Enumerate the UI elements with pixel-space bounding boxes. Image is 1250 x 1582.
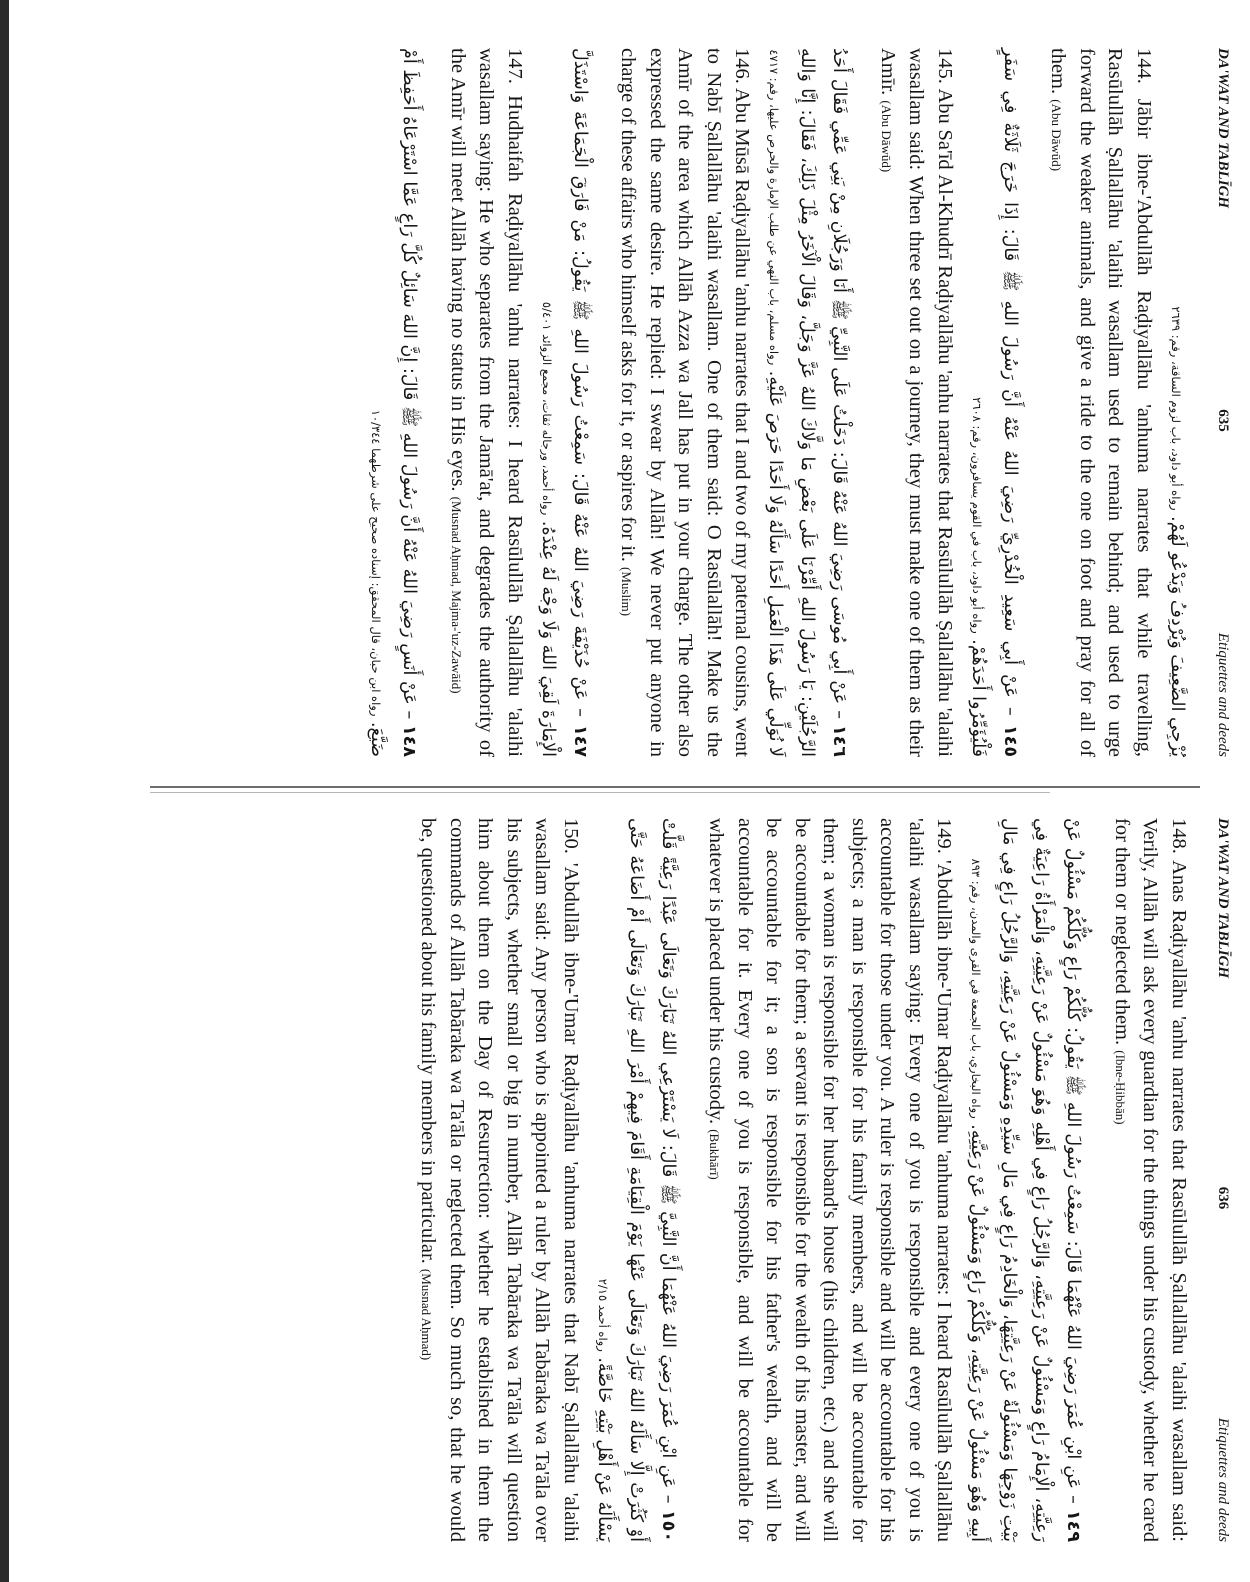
arabic-reference: رواه البخاري، باب الجمعة في القرى والمدن، رقم: ٨٩٣ bbox=[969, 858, 984, 1119]
source-citation: (Abu Dāwūd) bbox=[1049, 99, 1065, 172]
hadith-number: ١٤٩ bbox=[1063, 1509, 1084, 1542]
section-title: Etiquettes and deeds bbox=[1215, 1417, 1231, 1542]
translation-text: 147. Hudhaifah Raḍiyallāhu 'anhu narrates: I heard Rasūlullāh Ṣallallāhu 'alaihi wasallam saying: He who separates from the Jamā'at, and degrades the authority of the Amīr will meet Allāh having no status in His eyes. bbox=[447, 48, 526, 757]
page-number: 636 bbox=[1215, 1186, 1231, 1210]
source-citation: (Bukhārī) bbox=[707, 1129, 723, 1180]
arabic-reference: رواه مسلم، باب النهي عن طلب الإمارة والحرص عليها، رقم: ٤٧١٧ bbox=[767, 49, 782, 366]
right-page-body bbox=[130, 800, 1245, 1560]
translation-text: 144. Jābir ibne-'Abdullāh Raḍiyallāhu 'anhuma narrates that while travelling, Rasūlullāh Ṣallallāhu 'alaihi wasallam used to remain behind; and used to urge forward the weaker animals, and give a ride to the one on foot and pray for all of them. bbox=[1047, 48, 1155, 757]
arabic-text: يُزْجِي الضَّعِيفَ وَيُرْدِفُ وَيَدْعُو لَهُمْ. bbox=[1167, 516, 1187, 757]
book-binding-edge bbox=[0, 0, 9, 1582]
arabic-reference: رواه أحمد، ورجاله ثقات، مجمع الزوائد ٥/٤٠١ bbox=[540, 301, 554, 516]
hadith-number: ١٤٥ bbox=[1000, 724, 1020, 757]
translation-text: 150. 'Abdullāh ibne-'Umar Raḍiyallāhu 'anhuma narrates that Nabī Ṣallallāhu 'alaihi wasallam said: Any person who is appointed a ruler by Allāh Tabāraka wa Ta'āla over his subjects, whether small or big in number, Allāh Tabāraka wa Ta'āla will question him about them on the Day of Resurrection: whether he established in them the commands of Allāh Tabāraka wa Ta'āla or neglected them. So much so, that he would be, questioned about his family members in particular. bbox=[417, 818, 582, 1542]
page-fold-line bbox=[150, 786, 1200, 788]
running-title: DA'WAT AND TABLĪGH bbox=[1215, 48, 1231, 209]
translation-text: 148. Anas Raḍiyallāhu 'anhu narrates that Rasūlullāh Ṣallallāhu 'alaihi wasallam said: Verily, Allāh will ask every guardian for the things under his custody, whether he cared for them or neglected them. bbox=[1111, 818, 1190, 1542]
arabic-text: عَنْ أَبِي مُوسَى رَضِيَ اللهُ عَنْهُ قَالَ: دَخَلْتُ عَلَى النَّبِيِّ ﷺ أَنَا وَرَجُلَانِ مِنْ بَنِي عَمِّي فَقَالَ أَحَدُ الرَّجُلَيْنِ: يَا رَسُولَ اللهِ أَمِّرْنَا عَلَى بَعْضِ مَا وَلَّاكَ اللهُ عَزَّ وَجَلَّ، وَقَالَ الْآخَرُ مِثْلَ ذَلِكَ، فَقَالَ: إِنَّا وَاللهِ لَا نُوَلِّي عَلَى هَذَا الْعَمَلِ أَحَدًا سَأَلَهُ وَلَا أَحَدًا حَرَصَ عَلَيْهِ. bbox=[765, 48, 850, 757]
hadith-number: ١٤٨ bbox=[399, 724, 420, 757]
arabic-hadith-text: ١٤٩ – عَنِ ابْنِ عُمَرَ رَضِيَ اللهُ عَنْهُمَا قَالَ: سَمِعْتُ رَسُولَ اللهِ ﷺ يَقُولُ: كُلُّكُمْ رَاعٍ وَكُلُّكُمْ مَسْئُولٌ عَنْ رَعِيَّتِهِ، الْإِمَامُ رَاعٍ وَمَسْئُولٌ عَنْ رَعِيَّتِهِ، وَالرَّجُلُ رَاعٍ فِي أَهْلِهِ وَهُوَ مَسْئُولٌ عَنْ رَعِيَّتِهِ، وَالْمَرْأَةُ رَاعِيَةٌ فِي بَيْتِ زَوْجِهَا وَمَسْئُولَةٌ عَنْ رَعِيَّتِهَا، وَالْخَادِمُ رَاعٍ فِي مَالِ سَيِّدِهِ وَمَسْئُولٌ عَنْ رَعِيَّتِهِ، وَالرَّجُلُ رَاعٍ فِي مَالِ أَبِيهِ وَهُوَ مَسْئُولٌ عَنْ رَعِيَّتِهِ، وَكُلُّكُمْ رَاعٍ وَمَسْئُولٌ عَنْ رَعِيَّتِهِ. رواه البخاري، باب الجمعة في القرى والمدن، رقم: ٨٩٣ bbox=[967, 818, 1084, 1542]
arabic-hadith-text bbox=[1160, 48, 1193, 757]
english-translation bbox=[700, 818, 959, 1542]
right-page-text bbox=[412, 818, 1193, 1542]
english-translation bbox=[872, 48, 960, 757]
english-translation bbox=[412, 818, 585, 1542]
arabic-text: عَنِ ابْنِ عُمَرَ رَضِيَ اللهُ عَنْهُمَا قَالَ: سَمِعْتُ رَسُولَ اللهِ ﷺ يَقُولُ: كُلُّكُمْ رَاعٍ وَكُلُّكُمْ مَسْئُولٌ عَنْ رَعِيَّتِهِ، الْإِمَامُ رَاعٍ وَمَسْئُولٌ عَنْ رَعِيَّتِهِ، وَالرَّجُلُ رَاعٍ فِي أَهْلِهِ وَهُوَ مَسْئُولٌ عَنْ رَعِيَّتِهِ، وَالْمَرْأَةُ رَاعِيَةٌ فِي بَيْتِ زَوْجِهَا وَمَسْئُولَةٌ عَنْ رَعِيَّتِهَا، وَالْخَادِمُ رَاعٍ فِي مَالِ سَيِّدِهِ وَمَسْئُولٌ عَنْ رَعِيَّتِهِ، وَالرَّجُلُ رَاعٍ فِي مَالِ أَبِيهِ وَهُوَ مَسْئُولٌ عَنْ رَعِيَّتِهِ، وَكُلُّكُمْ رَاعٍ وَمَسْئُولٌ عَنْ رَعِيَّتِهِ. bbox=[967, 818, 1084, 1542]
hadith-number: ١٥٠ bbox=[658, 1509, 678, 1542]
arabic-hadith-text: ١٥٠ – عَنِ ابْنِ عُمَرَ رَضِيَ اللهُ عَنْهُمَا أَنَّ النَّبِيَّ ﷺ قَالَ: لَا يَسْتَرْعِي اللهُ تَبَارَكَ وَتَعَالَى عَبْدًا رَعِيَّةً قَلَّتْ أَوْ كَثُرَتْ إِلَّا سَأَلَهُ اللهُ تَبَارَكَ وَتَعَالَى عَنْهَا يَوْمَ الْقِيَامَةِ أَقَامَ فِيهِمْ أَمْرَ اللهِ تَبَارَكَ وَتَعَالَى أَمْ أَضَاعَهُ حَتَّى يَسْأَلَهُ عَنْ أَهْلِ بَيْتِهِ خَاصَّةً. رواه أحمد ٢/١٥ bbox=[594, 818, 678, 1542]
left-page-body bbox=[130, 30, 1245, 775]
left-page-text bbox=[361, 48, 1194, 757]
arabic-reference: رواه أبو داود، باب في القوم يسافرون، رقم: ٢٦٠٨ bbox=[970, 397, 984, 634]
english-translation bbox=[1106, 818, 1194, 1542]
arabic-hadith-text: ١٤٨ – عَنْ أَنَسٍ رَضِيَ اللهُ عَنْهُ أَنَّ رَسُولَ اللهِ ﷺ قَالَ: إِنَّ اللهَ سَائِلٌ كُلَّ رَاعٍ عَمَّا اسْتَرْعَاهُ أَحَفِظَ أَمْ ضَيَّعَ. رواه ابن حبان، قال المحقق: إسناده صحيح على شرطهما ١٠/٣٤٤ bbox=[367, 48, 420, 757]
english-translation bbox=[1042, 48, 1158, 757]
hadith-number: ١٤٧ bbox=[570, 724, 590, 757]
translation-text: 146. Abu Mūsā Raḍiyallāhu 'anhu narrates that I and two of my paternal cousins, went to Nabī Ṣallallāhu 'alaihi wasallam. One of them said: O Rasūlallāh! Make us the Amīr of the area which Allāh Azza wa Jall has put in your charge. The other also expressed the same desire. He replied: I swear by Allāh! We never put anyone in charge of these affairs who himself asks for it, or aspires for it. bbox=[617, 48, 754, 757]
translation-text: 149. 'Abdullāh ibne-'Umar Raḍiyallāhu 'anhuma narrates: I heard Rasūlullāh Ṣallallāhu 'alaihi wasallam saying: Every one of you is responsible and every one of you is accountable for those under you. A ruler is responsible and will be accountable for his subjects; a man is responsible for his family members, and will be accountable for them; a woman is responsible for her husband's house (his children, etc.) and she will be accountable for them; a servant is responsible for the wealth of his master, and will be accountable for it; a son is responsible for his father's wealth, and will be accountable for it. Every one of you is responsible, and will be accountable for whatever is placed under his custody. bbox=[705, 818, 956, 1542]
english-translation bbox=[442, 48, 530, 757]
translation-text: 145. Abu Sa'īd Al-Khudrī Raḍiyallāhu 'anhu narrates that Rasūlullāh Ṣallallāhu 'alaihi wasallam said: When three set out on a journey, they must make one of them as their Amīr. bbox=[877, 48, 956, 757]
running-header bbox=[1209, 818, 1231, 1542]
arabic-text: عَنْ أَبِي سَعِيدِ الْخُدْرِيِّ رَضِيَ اللهُ عَنْهُ أَنَّ رَسُولَ اللهِ ﷺ قَالَ: إِذَا خَرَجَ ثَلَاثَةٌ فِي سَفَرٍ فَلْيُؤَمِّرُوا أَحَدَهُمْ. bbox=[968, 48, 1020, 757]
section-title: Etiquettes and deeds bbox=[1215, 632, 1231, 757]
right-page bbox=[130, 800, 1245, 1560]
source-citation: (Musnad Aḥmad) bbox=[419, 1268, 435, 1361]
english-translation bbox=[612, 48, 757, 757]
arabic-hadith-text: ١٤٦ – عَنْ أَبِي مُوسَى رَضِيَ اللهُ عَنْهُ قَالَ: دَخَلْتُ عَلَى النَّبِيِّ ﷺ أَنَا وَرَجُلَانِ مِنْ بَنِي عَمِّي فَقَالَ أَحَدُ الرَّجُلَيْنِ: يَا رَسُولَ اللهِ أَمِّرْنَا عَلَى بَعْضِ مَا وَلَّاكَ اللهُ عَزَّ وَجَلَّ، وَقَالَ الْآخَرُ مِثْلَ ذَلِكَ، فَقَالَ: إِنَّا وَاللهِ لَا نُوَلِّي عَلَى هَذَا الْعَمَلِ أَحَدًا سَأَلَهُ وَلَا أَحَدًا حَرَصَ عَلَيْهِ. رواه مسلم، باب النهي عن طلب الإمارة والحرص عليها، رقم: ٤٧١٧ bbox=[765, 48, 850, 757]
page-fold-shadow bbox=[150, 792, 1050, 793]
source-citation: (Musnad Aḥmad, Majma-'uz-Zawāid) bbox=[449, 496, 464, 694]
arabic-text: عَنْ أَنَسٍ رَضِيَ اللهُ عَنْهُ أَنَّ رَسُولَ اللهِ ﷺ قَالَ: إِنَّ اللهَ سَائِلٌ كُلَّ رَاعٍ عَمَّا اسْتَرْعَاهُ أَحَفِظَ أَمْ ضَيَّعَ. bbox=[367, 48, 420, 757]
source-citation: (Abu Dāwūd) bbox=[879, 100, 894, 173]
source-citation: (Muslim) bbox=[619, 567, 635, 617]
running-title: DA'WAT AND TABLĪGH bbox=[1215, 818, 1231, 979]
source-citation: (Ibne-Ḥibbān) bbox=[1113, 1050, 1128, 1125]
arabic-reference: رواه أحمد ٢/١٥ bbox=[596, 1278, 610, 1352]
arabic-reference: رواه أبو داود، باب لزوم الساقة، رقم: ٢٦٣٩ bbox=[1169, 306, 1183, 511]
hadith-number: ١٤٦ bbox=[829, 724, 850, 757]
running-header bbox=[1209, 48, 1231, 757]
arabic-text: عَنِ ابْنِ عُمَرَ رَضِيَ اللهُ عَنْهُمَا أَنَّ النَّبِيَّ ﷺ قَالَ: لَا يَسْتَرْعِي اللهُ تَبَارَكَ وَتَعَالَى عَبْدًا رَعِيَّةً قَلَّتْ أَوْ كَثُرَتْ إِلَّا سَأَلَهُ اللهُ تَبَارَكَ وَتَعَالَى عَنْهَا يَوْمَ الْقِيَامَةِ أَقَامَ فِيهِمْ أَمْرَ اللهِ تَبَارَكَ وَتَعَالَى أَمْ أَضَاعَهُ حَتَّى يَسْأَلَهُ عَنْ أَهْلِ بَيْتِهِ خَاصَّةً. bbox=[594, 818, 678, 1542]
arabic-text: عَنْ حُذَيْفَةَ رَضِيَ اللهُ عَنْهُ قَالَ: سَمِعْتُ رَسُولَ اللهِ ﷺ يَقُولُ: مَنْ فَارَقَ الْجَمَاعَةَ وَاسْتَذَلَّ الْإِمَارَةَ لَقِيَ اللهَ وَلَا وَجْهَ لَهُ عِنْدَهُ. bbox=[538, 48, 590, 757]
page-number: 635 bbox=[1215, 409, 1231, 432]
arabic-reference: رواه ابن حبان، قال المحقق: إسناده صحيح على شرطهما ١٠/٣٤٤ bbox=[369, 409, 384, 717]
left-page bbox=[130, 30, 1245, 775]
arabic-hadith-text: ١٤٧ – عَنْ حُذَيْفَةَ رَضِيَ اللهُ عَنْهُ قَالَ: سَمِعْتُ رَسُولَ اللهِ ﷺ يَقُولُ: مَنْ فَارَقَ الْجَمَاعَةَ وَاسْتَذَلَّ الْإِمَارَةَ لَقِيَ اللهَ وَلَا وَجْهَ لَهُ عِنْدَهُ. رواه أحمد، ورجاله ثقات، مجمع الزوائد ٥/٤٠١ bbox=[538, 48, 590, 757]
arabic-hadith-text: ١٤٥ – عَنْ أَبِي سَعِيدِ الْخُدْرِيِّ رَضِيَ اللهُ عَنْهُ أَنَّ رَسُولَ اللهِ ﷺ قَالَ: إِذَا خَرَجَ ثَلَاثَةٌ فِي سَفَرٍ فَلْيُؤَمِّرُوا أَحَدَهُمْ. رواه أبو داود، باب في القوم يسافرون، رقم: ٢٦٠٨ bbox=[968, 48, 1020, 757]
